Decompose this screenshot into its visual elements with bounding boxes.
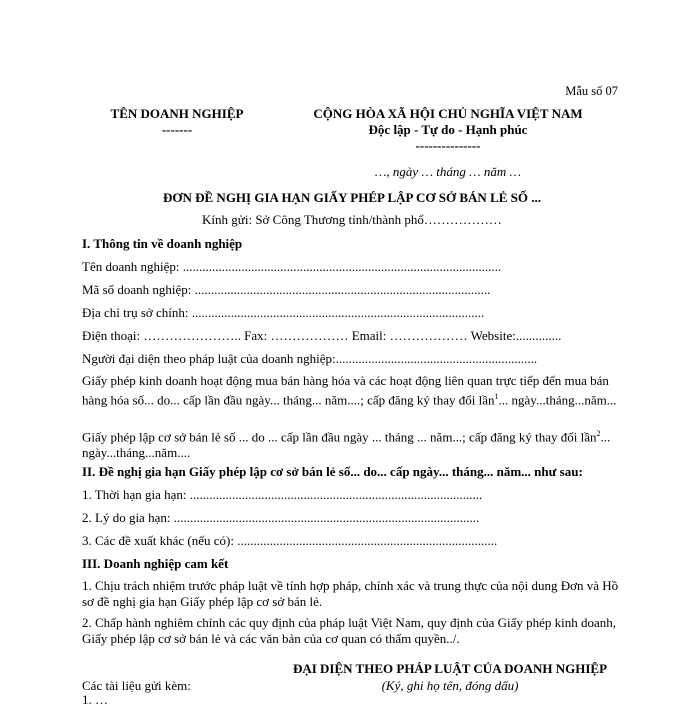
date-line: …, ngày … tháng … năm … [374,164,522,179]
footnote-2-ref: 2 [596,429,601,438]
extension-duration-field: 1. Thời hạn gia hạn: .......................................................................................... [82,487,483,502]
other-proposals-field: 3. Các đề xuất khác (nếu có): ................................................................................ [82,533,498,548]
address-field: Địa chỉ trụ sở chính: .......................................................................................... [82,305,485,320]
national-title: CỘNG HÒA XÃ HỘI CHỦ NGHĨA VIỆT NAM [313,106,583,121]
enterprise-dash: ------- [161,122,193,137]
legal-representative-field: Người đại diện theo pháp luật của doanh nghiệp:.............................................................. [82,351,538,366]
enterprise-name-heading: TÊN DOANH NGHIỆP [110,106,244,121]
signature-note: (Ký, ghi họ tên, đóng dấu) [381,678,519,693]
commitment-item-2: 2. Chấp hành nghiêm chỉnh các quy định của pháp luật Việt Nam, quy định của Giấy phép kinh doanh, Giấy phép lập cơ sở bán lẻ và các văn bản của cơ quan có thẩm quyền../. [82,615,617,646]
enterprise-name-field: Tên doanh nghiệp: .................................................................................................. [82,259,502,274]
contact-field: Điện thoại: ………………….. Fax: ……………… Email: ……………… Website:.............. [82,328,562,343]
document-title: ĐƠN ĐỀ NGHỊ GIA HẠN GIẤY PHÉP LẬP CƠ SỞ BÁN LẺ SỐ ... [162,190,541,205]
motto: Độc lập - Tự do - Hạnh phúc [368,122,528,137]
form-number: Mẫu số 07 [565,84,618,98]
addressee: Kính gửi: Sở Công Thương tỉnh/thành phố……………… [202,212,502,227]
enterprise-code-field: Mã số doanh nghiệp: ........................................................................................... [82,282,491,297]
extension-reason-field: 2. Lý do gia hạn: .............................................................................................. [82,510,480,525]
signature-title: ĐẠI DIỆN THEO PHÁP LUẬT CỦA DOANH NGHIỆP [292,661,608,676]
business-license-date: ... ngày...tháng...năm... [498,392,617,408]
section-2-title: II. Đề nghị gia hạn Giấy phép lập cơ sở bán lẻ số... do... cấp ngày... tháng... năm... như sau: [82,464,583,479]
motto-dash: --------------- [415,138,481,153]
retail-permit-date: ... ngày...tháng...năm.... [82,429,611,461]
retail-permit-text: Giấy phép lập cơ sở bán lẻ số ... do ... cấp lần đầu ngày ... tháng ... năm...; cấp đăng ký thay đổi lần [82,429,597,445]
section-3-title: III. Doanh nghiệp cam kết [82,556,229,571]
footnote-1-ref: 1 [494,392,499,401]
business-license-paragraph [82,373,622,408]
section-1-title: I. Thông tin về doanh nghiệp [82,236,243,251]
attachments-first-item: 1. … [82,692,108,707]
attachments-label: Các tài liệu gửi kèm: [82,678,191,693]
retail-permit-paragraph [82,426,622,461]
business-license-text: Giấy phép kinh doanh hoạt động mua bán hàng hóa và các hoạt động liên quan trực tiếp đến mua bán hàng hóa số... do... cấp lần đầu ngày... tháng... năm....; cấp đăng ký thay đổi lần [82,373,609,408]
commitment-item-1: 1. Chịu trách nhiệm trước pháp luật về tính hợp pháp, chính xác và trung thực của nội dung Đơn và Hồ sơ đề nghị gia hạn Giấy phép lập cơ sở bán lẻ. [82,578,619,609]
